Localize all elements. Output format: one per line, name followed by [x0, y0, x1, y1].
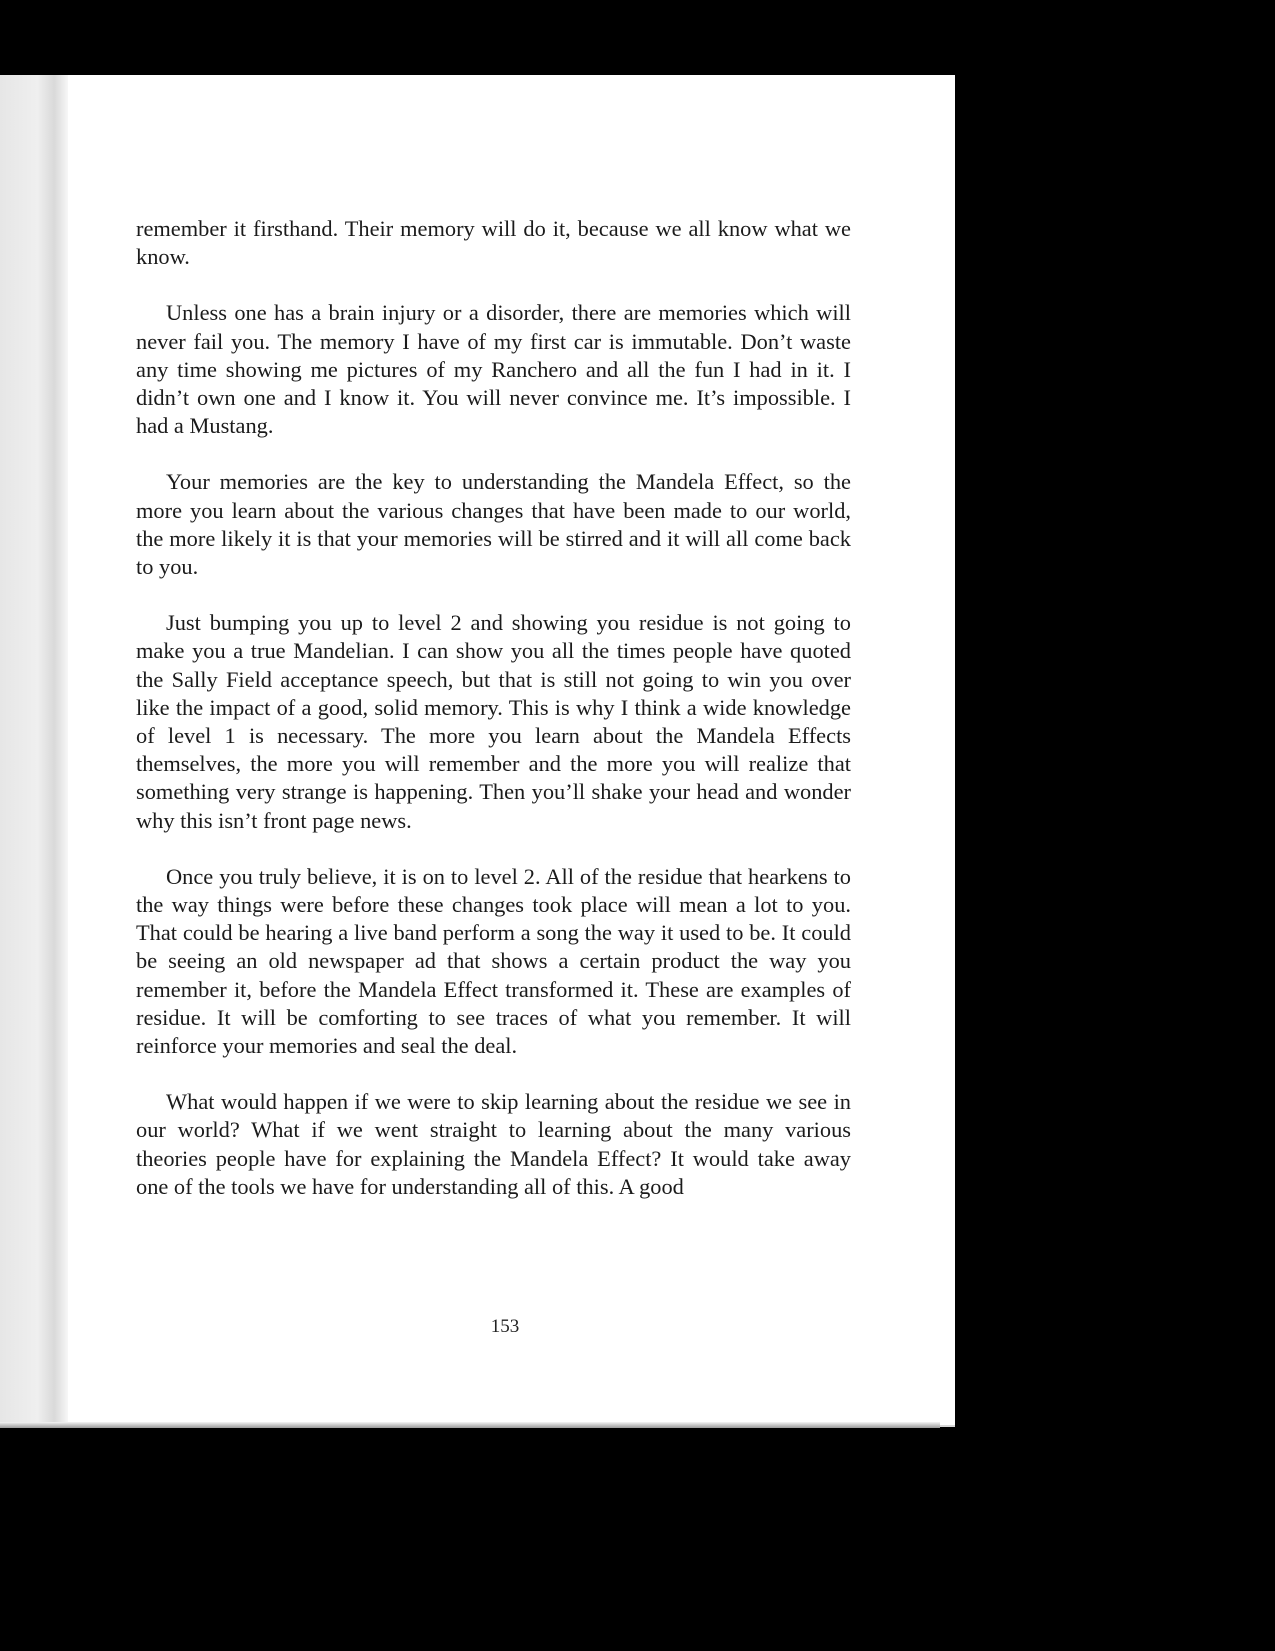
paragraph-3: Your memories are the key to understanding the Mandela Effect, so the more you learn about the various changes that have been made to our world, the more likely it is that your memories will be stirred and it will all come back to you. — [136, 469, 851, 580]
body-text — [136, 215, 851, 1229]
page-number: 153 — [490, 1316, 520, 1337]
paragraph-5: Once you truly believe, it is on to level 2. All of the residue that hearkens to the way things were before these changes took place will mean a lot to you. That could be hearing a live band perform a song the way it used to be. It could be seeing an old newspaper ad that shows a certain product the way you remember it, before the Mandela Effect transformed it. These are examples of residue. It will be comforting to see traces of what you remember. It will reinforce your memories and seal the deal. — [136, 863, 851, 1059]
page-edge — [0, 1422, 940, 1428]
paragraph-6: What would happen if we were to skip learning about the residue we see in our world? What if we went straight to learning about the many various theories people have for explaining the Mandela Effect? It would take away one of the tools we have for understanding all of this. A good — [136, 1089, 851, 1199]
paragraph-2: Unless one has a brain injury or a disorder, there are memories which will never fail you. The memory I have of my first car is immutable. Don’t waste any time showing me pictures of my Ranchero and all the fun I had in it. I didn’t own one and I know it. You will never convince me. It’s impossible. I had a Mustang. — [136, 300, 851, 439]
page-gutter — [0, 75, 68, 1425]
paragraph-4: Just bumping you up to level 2 and showing you residue is not going to make you a true Mandelian. I can show you all the times people have quoted the Sally Field acceptance speech, but that is still not going to win you over like the impact of a good, solid memory. This is why I think a wide knowledge of level 1 is necessary. The more you learn about the Mandela Effects themselves, the more you will remember and the more you will realize that something very strange is happening. Then you’ll shake your head and wonder why this isn’t front page news. — [136, 610, 851, 833]
paragraph-1: remember it firsthand. Their memory will do it, because we all know what we know. — [136, 216, 851, 270]
